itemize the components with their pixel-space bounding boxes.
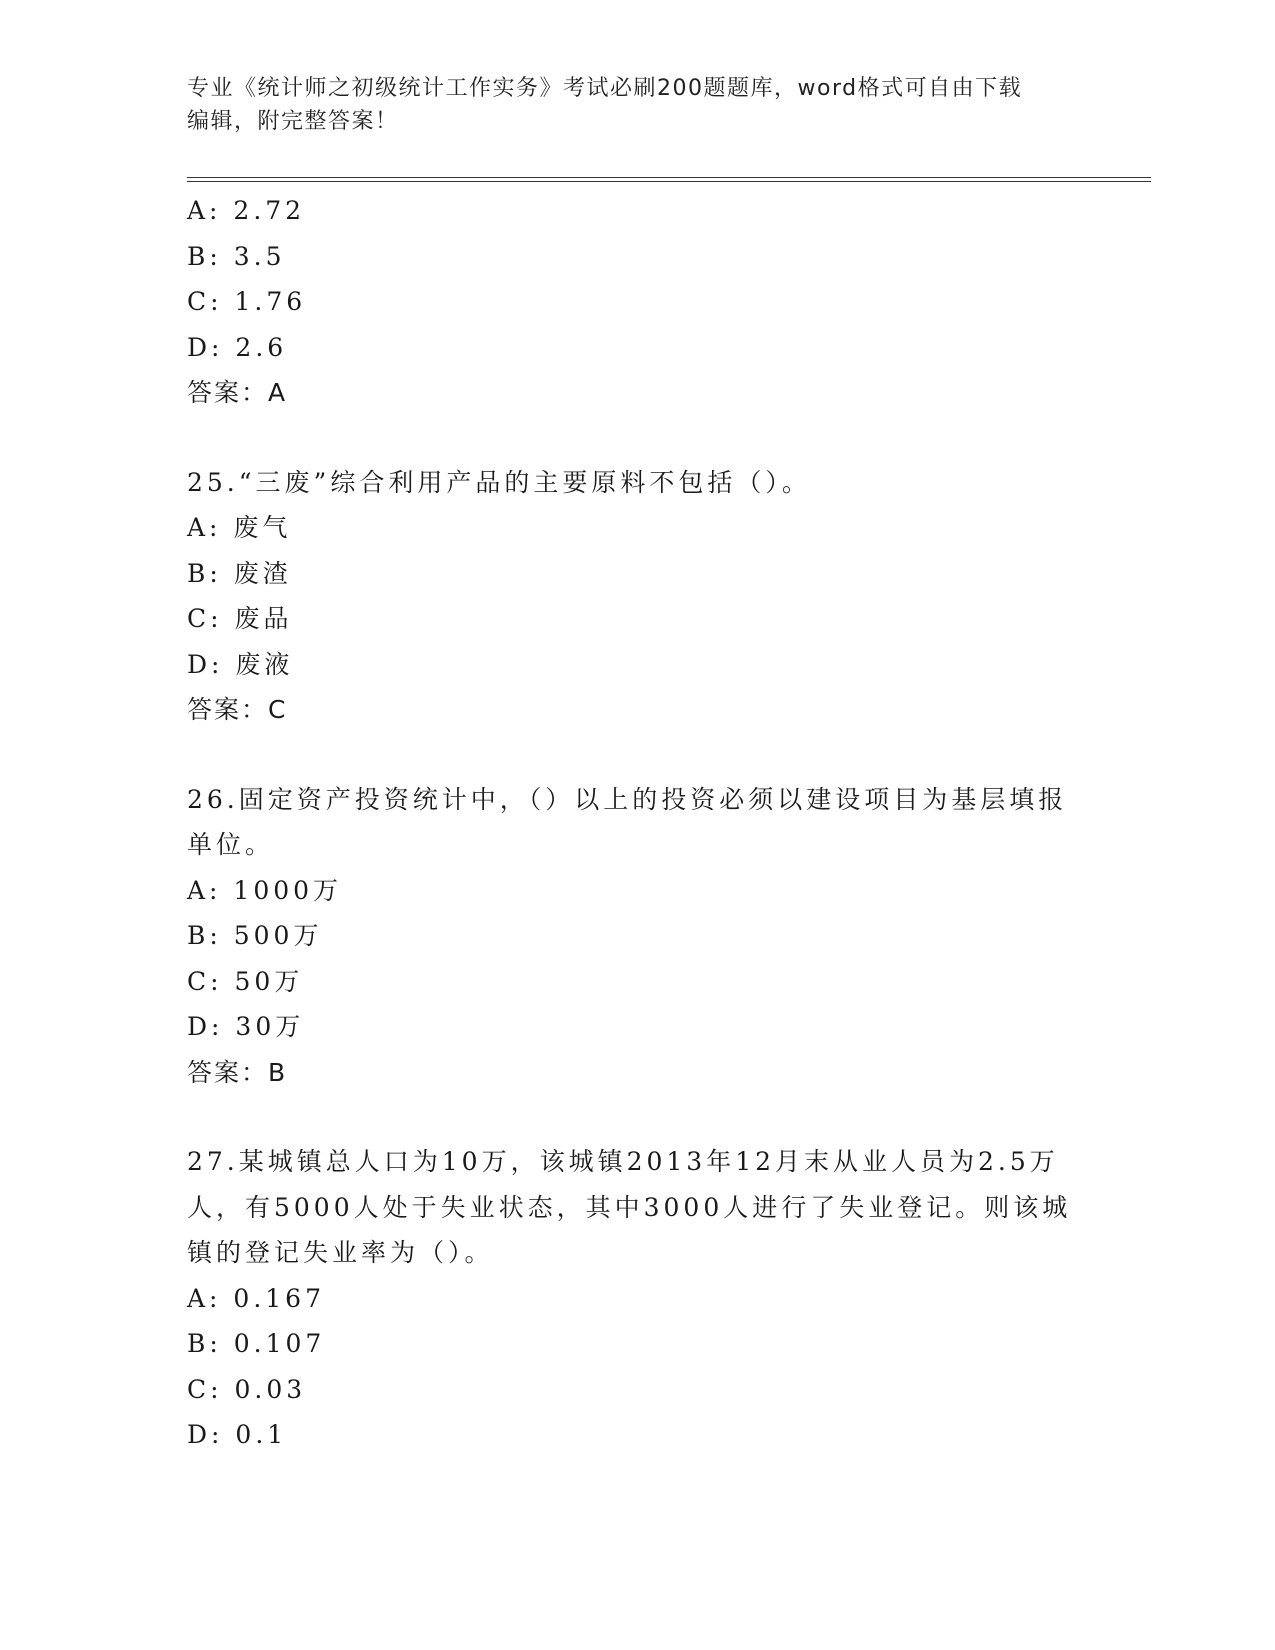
option-c: C: 0.03 [187,1374,307,1404]
question-text-line-2: 单位。 [187,830,275,859]
option-a: A: 1000万 [187,875,343,905]
option-d: D: 废液 [187,649,294,679]
spacer [187,1095,1087,1139]
question-text-line-2: 人，有5000人处于失业状态，其中3000人进行了失业登记。则该城 [187,1192,1072,1222]
option-c: C: 废品 [187,604,293,633]
option-b: B: 3.5 [187,241,286,271]
option-d: D: 30万 [187,1012,305,1041]
spacer [187,416,1087,460]
answer-line: 答案：B [187,1057,288,1087]
question-25 [187,460,1087,733]
question-27 [187,1139,1087,1458]
header-line-1: 专业《统计师之初级统计工作实务》考试必刷200题题库，word格式可自由下载 [187,76,1023,101]
question-text-line-3: 镇的登记失业率为（）。 [187,1238,494,1267]
document-header [187,72,1067,138]
option-a: A: 废气 [187,513,292,542]
question-content [187,188,1087,1458]
option-c: C: 1.76 [187,287,307,316]
option-d: D: 0.1 [187,1420,288,1449]
question-26 [187,777,1087,1096]
answer-line: 答案：A [187,378,288,407]
prev-question [187,188,1087,416]
question-text-line-1: 26.固定资产投资统计中，（）以上的投资必须以建设项目为基层填报 [187,784,1068,814]
option-b: B: 0.107 [187,1329,326,1358]
option-a: A: 0.167 [187,1283,325,1313]
option-b: B: 500万 [187,921,323,950]
option-c: C: 50万 [187,966,304,996]
question-text-line-1: 27.某城镇总人口为10万，该城镇2013年12月末从业人员为2.5万 [187,1147,1059,1176]
option-d: D: 2.6 [187,332,288,362]
question-text: 25.“三废”综合利用产品的主要原料不包括（）。 [187,467,811,497]
option-b: B: 废渣 [187,558,292,588]
answer-line: 答案：C [187,695,288,724]
option-a: A: 2.72 [187,196,306,225]
spacer [187,733,1087,777]
header-line-2: 编辑，附完整答案！ [187,109,399,134]
header-divider [187,177,1151,182]
